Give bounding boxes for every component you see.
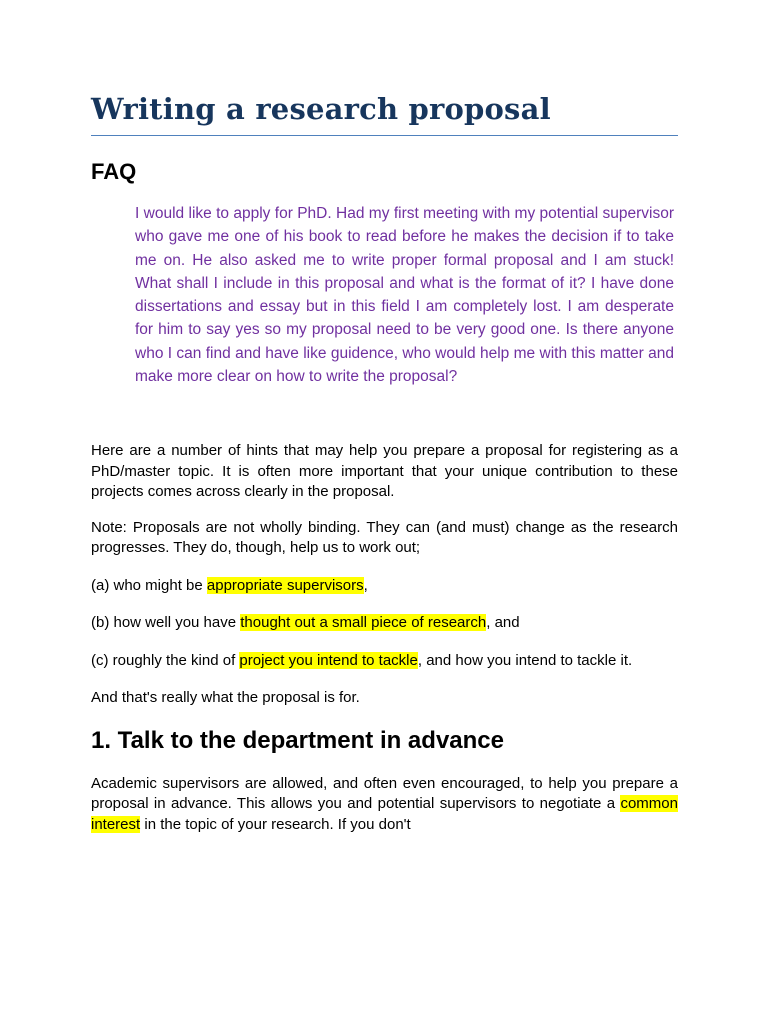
faq-question: I would like to apply for PhD. Had my first meeting with my potential supervisor who gave me one of his book to read before he makes the decision if to take me on. He also asked me to write proper formal proposal and I am stuck! What shall I include in this proposal and what is the format of it? I have done dissertations and essay but in this field I am completely lost. I am desperate for him to say yes so my proposal need to be very good one. Is there anyone who I can find and have like guidence, who would help me with this matter and make more clear on how to write the proposal?	[135, 205, 674, 386]
closing-paragraph: And that's really what the proposal is for.	[91, 689, 360, 707]
highlight-project-to-tackle: project you intend to tackle	[239, 651, 418, 669]
highlight-appropriate-supervisors: appropriate supervisors	[206, 576, 364, 594]
list-item-a-text: (a) who might be	[91, 576, 207, 594]
list-item-c	[91, 651, 678, 672]
intro-paragraph: Here are a number of hints that may help you prepare a proposal for registering as a PhD/master topic. It is often more important that your unique contribution to these projects comes across clearly in the proposal.	[91, 442, 678, 501]
section-1-text-continued: in the topic of your research. If you don't	[140, 815, 411, 833]
highlight-small-piece-of-research: thought out a small piece of research	[240, 614, 487, 632]
note-paragraph: Note: Proposals are not wholly binding. They can (and must) change as the research progresses. They do, though, help us to work out;	[91, 518, 678, 557]
faq-heading: FAQ	[91, 159, 137, 184]
document-title: Writing a research proposal	[91, 0, 678, 136]
list-item-a	[91, 576, 678, 597]
section-heading-1: 1. Talk to the department in advance	[91, 726, 504, 754]
list-item-c-text: (c) roughly the kind of	[91, 651, 240, 669]
highlight-common-interest: common interest	[91, 795, 678, 833]
section-1-paragraph	[91, 774, 678, 836]
list-item-b-text: (b) how well you have	[91, 614, 241, 632]
list-item-a-suffix: ,	[363, 576, 368, 594]
list-item-b	[91, 613, 678, 634]
list-item-c-suffix: , and how you intend to tackle it.	[417, 651, 633, 669]
section-1-text: Academic supervisors are allowed, and often even encouraged, to help you prepare a proposal in advance. This allows you and potential supervisors to negotiate a	[91, 774, 678, 813]
list-item-b-suffix: , and	[486, 614, 520, 632]
